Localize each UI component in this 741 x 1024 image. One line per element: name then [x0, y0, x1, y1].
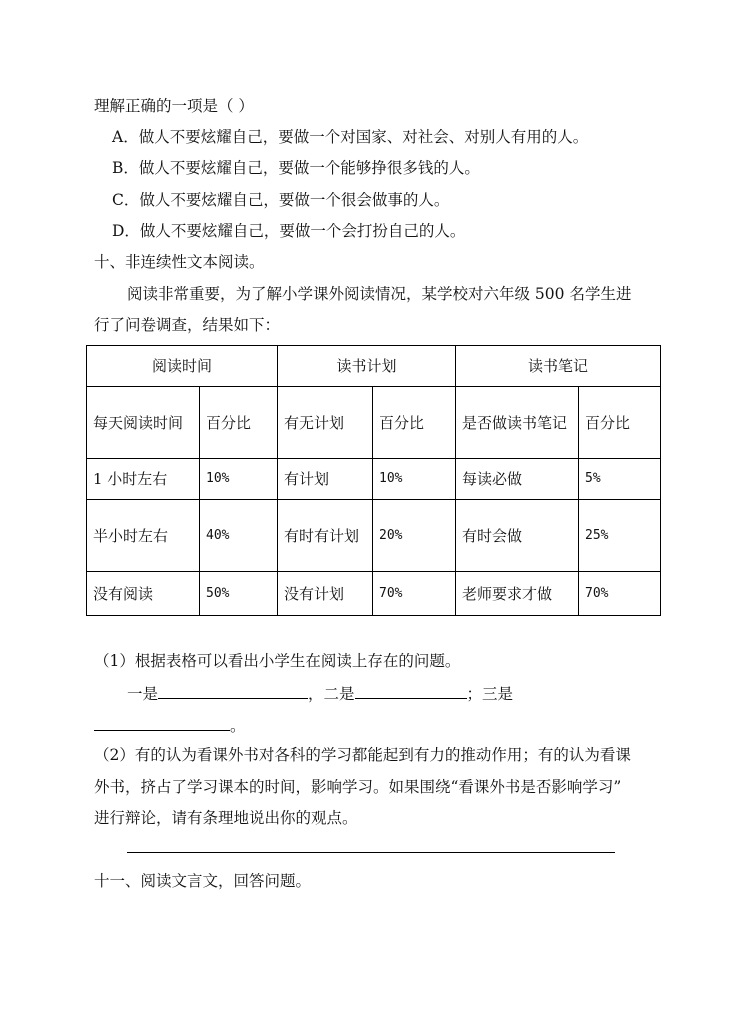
table-cell: 半小时左右 — [87, 500, 200, 572]
header-cell: 百分比 — [200, 387, 278, 459]
table-row — [87, 572, 661, 616]
table-cell: 40% — [200, 500, 278, 572]
header-cell: 是否做读书笔记 — [456, 387, 579, 459]
table-cell: 老师要求才做 — [456, 572, 579, 616]
answer-blank-3[interactable] — [94, 714, 230, 731]
header-cell: 有无计划 — [278, 387, 373, 459]
table-cell: 10% — [373, 459, 456, 500]
table-cell: 25% — [579, 500, 661, 572]
end-mark: 。 — [230, 717, 246, 735]
q10-title: 十、非连续性文本阅读。 — [94, 253, 265, 271]
sub1-answer-line3 — [94, 714, 246, 736]
table-header-row — [87, 387, 661, 459]
table-cell: 每读必做 — [456, 459, 579, 500]
table-cell: 10% — [200, 459, 278, 500]
table-row — [87, 500, 661, 572]
table-row — [87, 459, 661, 500]
group-reading-notes: 读书笔记 — [456, 346, 661, 387]
table-cell: 5% — [579, 459, 661, 500]
survey-table — [86, 345, 661, 616]
label-second: ，二是 — [308, 685, 355, 703]
answer-blank-1[interactable] — [158, 682, 308, 699]
label-third: ；三是 — [466, 685, 514, 703]
sub2-line3: 进行辩论，请有条理地说出你的观点。 — [94, 809, 358, 827]
table-cell: 70% — [579, 572, 661, 616]
q9-option-a: A．做人不要炫耀自己，要做一个对国家、对社会、对别人有用的人。 — [112, 128, 589, 146]
table-cell: 没有计划 — [278, 572, 373, 616]
table-cell: 50% — [200, 572, 278, 616]
q9-stem: 理解正确的一项是（ ） — [94, 97, 254, 115]
header-cell: 百分比 — [373, 387, 456, 459]
sub2-line2: 外书，挤占了学习课本的时间，影响学习。如果围绕“看课外书是否影响学习” — [94, 778, 622, 796]
sub2-answer-line[interactable] — [127, 852, 615, 853]
q9-option-b: B．做人不要炫耀自己，要做一个能够挣很多钱的人。 — [112, 159, 480, 177]
q11-title: 十一、阅读文言文，回答问题。 — [94, 872, 312, 890]
table-cell: 1 小时左右 — [87, 459, 200, 500]
header-cell: 每天阅读时间 — [87, 387, 200, 459]
q9-option-c: C．做人不要炫耀自己，要做一个很会做事的人。 — [112, 191, 450, 209]
group-reading-plan: 读书计划 — [278, 346, 456, 387]
table-group-row — [87, 346, 661, 387]
table-cell: 有时有计划 — [278, 500, 373, 572]
table-cell: 没有阅读 — [87, 572, 200, 616]
header-cell: 百分比 — [579, 387, 661, 459]
sub1-answers — [127, 682, 513, 704]
table-cell: 有时会做 — [456, 500, 579, 572]
q10-intro-line1: 阅读非常重要，为了解小学课外阅读情况，某学校对六年级 500 名学生进 — [127, 285, 632, 303]
label-first: 一是 — [127, 685, 159, 703]
group-reading-time: 阅读时间 — [87, 346, 278, 387]
sub1-question: （1）根据表格可以看出小学生在阅读上存在的问题。 — [94, 652, 461, 670]
q9-option-d: D．做人不要炫耀自己，要做一个会打扮自己的人。 — [112, 222, 466, 240]
sub2-line1: （2）有的认为看课外书对各科的学习都能起到有力的推动作用；有的认为看课 — [94, 746, 631, 764]
table-cell: 有计划 — [278, 459, 373, 500]
table-cell: 70% — [373, 572, 456, 616]
q10-intro-line2: 行了问卷调查，结果如下： — [94, 316, 281, 334]
table-cell: 20% — [373, 500, 456, 572]
answer-blank-2[interactable] — [355, 682, 467, 699]
